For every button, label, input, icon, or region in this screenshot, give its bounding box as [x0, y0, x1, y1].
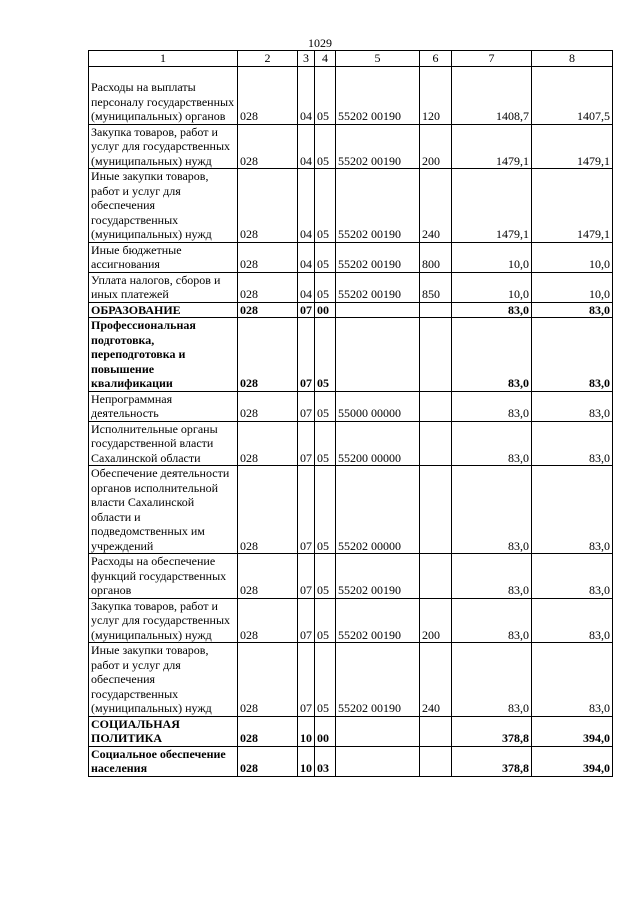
- row-expense-type: [420, 421, 452, 466]
- row-target-article: 55202 00190: [336, 66, 420, 124]
- table-row: [89, 598, 613, 643]
- row-target-article: 55000 00000: [336, 391, 420, 421]
- row-amount-1: 83,0: [452, 302, 532, 318]
- row-amount-1: 83,0: [452, 466, 532, 554]
- row-code: 028: [238, 643, 298, 717]
- row-section: 07: [298, 466, 315, 554]
- row-amount-2: 83,0: [532, 391, 613, 421]
- header-cell: 2: [238, 51, 298, 67]
- table-row: [89, 554, 613, 599]
- row-amount-2: 1407,5: [532, 66, 613, 124]
- row-target-article: [336, 746, 420, 776]
- row-expense-type: 200: [420, 598, 452, 643]
- header-cell: 5: [336, 51, 420, 67]
- row-section: 07: [298, 598, 315, 643]
- row-section: 07: [298, 554, 315, 599]
- budget-table: [88, 50, 613, 777]
- table-row: [89, 66, 613, 124]
- row-amount-2: 83,0: [532, 598, 613, 643]
- row-amount-1: 1479,1: [452, 169, 532, 243]
- row-expense-type: 240: [420, 169, 452, 243]
- row-target-article: 55202 00190: [336, 169, 420, 243]
- header-cell: 7: [452, 51, 532, 67]
- row-amount-2: 83,0: [532, 421, 613, 466]
- header-cell: 4: [315, 51, 336, 67]
- row-expense-type: [420, 716, 452, 746]
- row-code: 028: [238, 169, 298, 243]
- row-amount-1: 1479,1: [452, 124, 532, 169]
- row-subsection: 05: [315, 124, 336, 169]
- row-section: 04: [298, 272, 315, 302]
- row-section: 04: [298, 124, 315, 169]
- table-row: [89, 242, 613, 272]
- table-row: [89, 318, 613, 392]
- row-target-article: 55202 00190: [336, 242, 420, 272]
- row-name: Иные закупки товаров, работ и услуг для обеспечения государственных (муниципальных) нужд: [89, 643, 238, 717]
- row-subsection: 00: [315, 716, 336, 746]
- row-amount-2: 1479,1: [532, 124, 613, 169]
- row-target-article: 55202 00190: [336, 554, 420, 599]
- header-cell: 6: [420, 51, 452, 67]
- row-expense-type: [420, 466, 452, 554]
- row-amount-2: 10,0: [532, 242, 613, 272]
- row-section: 10: [298, 716, 315, 746]
- row-subsection: 05: [315, 242, 336, 272]
- row-code: 028: [238, 554, 298, 599]
- row-code: 028: [238, 66, 298, 124]
- row-target-article: 55200 00000: [336, 421, 420, 466]
- row-amount-1: 378,8: [452, 716, 532, 746]
- row-target-article: [336, 318, 420, 392]
- table-row: [89, 169, 613, 243]
- row-amount-1: 83,0: [452, 643, 532, 717]
- row-amount-2: 83,0: [532, 302, 613, 318]
- row-subsection: 00: [315, 302, 336, 318]
- row-amount-1: 83,0: [452, 554, 532, 599]
- row-expense-type: [420, 318, 452, 392]
- row-amount-2: 1479,1: [532, 169, 613, 243]
- row-name: Исполнительные органы государственной власти Сахалинской области: [89, 421, 238, 466]
- row-subsection: 05: [315, 66, 336, 124]
- row-section: 07: [298, 421, 315, 466]
- row-name: Иные закупки товаров, работ и услуг для обеспечения государственных (муниципальных) нужд: [89, 169, 238, 243]
- row-amount-2: 83,0: [532, 318, 613, 392]
- row-expense-type: [420, 391, 452, 421]
- row-name: ОБРАЗОВАНИЕ: [89, 302, 238, 318]
- row-amount-1: 378,8: [452, 746, 532, 776]
- row-amount-1: 83,0: [452, 598, 532, 643]
- table-row: [89, 391, 613, 421]
- row-name: Обеспечение деятельности органов исполнительной власти Сахалинской области и подведомственных им учреждений: [89, 466, 238, 554]
- row-section: 07: [298, 302, 315, 318]
- row-amount-2: 83,0: [532, 466, 613, 554]
- table-row: [89, 746, 613, 776]
- row-name: Уплата налогов, сборов и иных платежей: [89, 272, 238, 302]
- row-subsection: 05: [315, 169, 336, 243]
- row-target-article: 55202 00190: [336, 598, 420, 643]
- row-amount-1: 83,0: [452, 421, 532, 466]
- row-code: 028: [238, 716, 298, 746]
- table-row: [89, 124, 613, 169]
- row-name: Профессиональная подготовка, переподготовка и повышение квалификации: [89, 318, 238, 392]
- table-row: [89, 643, 613, 717]
- header-cell: 3: [298, 51, 315, 67]
- table-row: [89, 421, 613, 466]
- row-name: Расходы на обеспечение функций государственных органов: [89, 554, 238, 599]
- row-amount-2: 394,0: [532, 716, 613, 746]
- row-subsection: 05: [315, 318, 336, 392]
- row-code: 028: [238, 598, 298, 643]
- row-code: 028: [238, 746, 298, 776]
- row-amount-1: 1408,7: [452, 66, 532, 124]
- row-amount-1: 83,0: [452, 318, 532, 392]
- row-section: 07: [298, 391, 315, 421]
- row-amount-2: 83,0: [532, 554, 613, 599]
- row-name: Социальное обеспечение населения: [89, 746, 238, 776]
- row-target-article: [336, 302, 420, 318]
- table-row: [89, 466, 613, 554]
- row-amount-1: 10,0: [452, 242, 532, 272]
- row-subsection: 05: [315, 643, 336, 717]
- page-number: 1029: [308, 36, 332, 50]
- row-expense-type: 800: [420, 242, 452, 272]
- row-target-article: 55202 00000: [336, 466, 420, 554]
- row-code: 028: [238, 302, 298, 318]
- row-subsection: 05: [315, 466, 336, 554]
- row-name: Непрограммная деятельность: [89, 391, 238, 421]
- row-expense-type: [420, 746, 452, 776]
- row-target-article: [336, 716, 420, 746]
- row-amount-2: 10,0: [532, 272, 613, 302]
- table-row: [89, 272, 613, 302]
- row-name: Расходы на выплаты персоналу государственных (муниципальных) органов: [89, 66, 238, 124]
- row-code: 028: [238, 272, 298, 302]
- row-target-article: 55202 00190: [336, 124, 420, 169]
- row-subsection: 05: [315, 391, 336, 421]
- row-code: 028: [238, 391, 298, 421]
- row-code: 028: [238, 318, 298, 392]
- header-cell: 1: [89, 51, 238, 67]
- row-target-article: 55202 00190: [336, 643, 420, 717]
- row-name: Закупка товаров, работ и услуг для государственных (муниципальных) нужд: [89, 598, 238, 643]
- row-name: Закупка товаров, работ и услуг для государственных (муниципальных) нужд: [89, 124, 238, 169]
- row-section: 04: [298, 169, 315, 243]
- row-subsection: 05: [315, 554, 336, 599]
- row-section: 07: [298, 643, 315, 717]
- row-code: 028: [238, 124, 298, 169]
- row-amount-2: 394,0: [532, 746, 613, 776]
- row-name: СОЦИАЛЬНАЯ ПОЛИТИКА: [89, 716, 238, 746]
- row-expense-type: 120: [420, 66, 452, 124]
- row-subsection: 05: [315, 421, 336, 466]
- table-row: [89, 716, 613, 746]
- row-subsection: 05: [315, 272, 336, 302]
- row-section: 07: [298, 318, 315, 392]
- row-expense-type: 240: [420, 643, 452, 717]
- row-section: 04: [298, 66, 315, 124]
- row-subsection: 05: [315, 598, 336, 643]
- table-row: [89, 302, 613, 318]
- row-name: Иные бюджетные ассигнования: [89, 242, 238, 272]
- row-expense-type: [420, 302, 452, 318]
- row-code: 028: [238, 421, 298, 466]
- row-expense-type: 850: [420, 272, 452, 302]
- row-amount-2: 83,0: [532, 643, 613, 717]
- row-target-article: 55202 00190: [336, 272, 420, 302]
- row-subsection: 03: [315, 746, 336, 776]
- row-amount-1: 83,0: [452, 391, 532, 421]
- row-expense-type: 200: [420, 124, 452, 169]
- row-amount-1: 10,0: [452, 272, 532, 302]
- row-code: 028: [238, 466, 298, 554]
- row-expense-type: [420, 554, 452, 599]
- row-code: 028: [238, 242, 298, 272]
- table-header-row: [89, 51, 613, 67]
- row-section: 04: [298, 242, 315, 272]
- row-section: 10: [298, 746, 315, 776]
- header-cell: 8: [532, 51, 613, 67]
